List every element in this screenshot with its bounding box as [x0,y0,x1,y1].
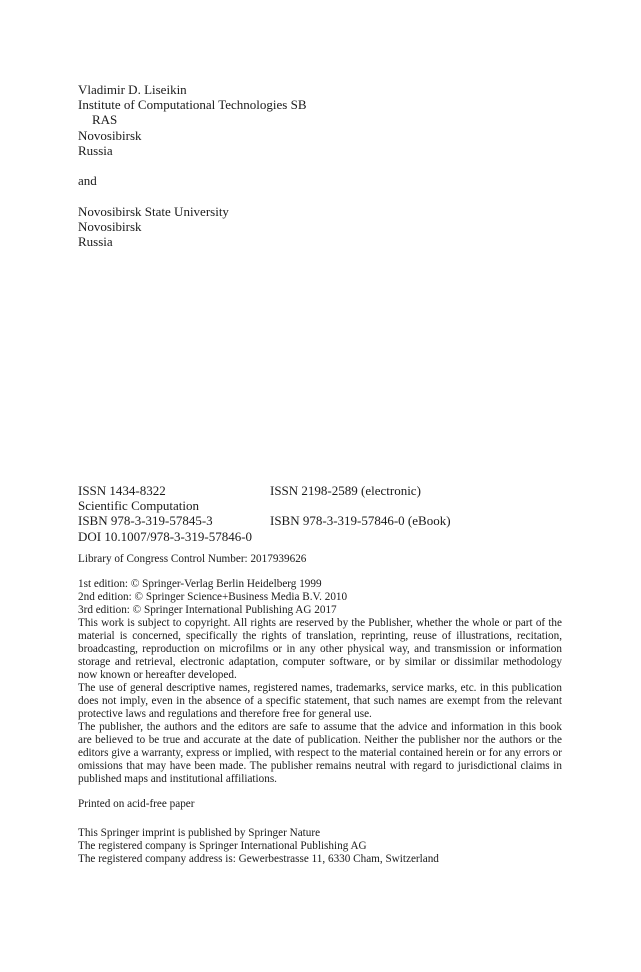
doi-row [78,529,252,544]
affiliation2-country: Russia [78,234,113,249]
spacer [78,188,307,203]
edition-third: 3rd edition: © Springer International Publishing AG 2017 [78,604,337,616]
imprint-line: This Springer imprint is published by Springer Nature [78,827,321,839]
affiliation1-city: Novosibirsk [78,127,142,143]
trademark-paragraph: The use of general descriptive names, registered names, trademarks, service marks, etc. in this publication does not imply, even in the absence of a specific statement, that such names are exempt from the relevant protective laws and regulations and therefore free for general use. [78,682,562,720]
isbn-row [78,513,451,529]
identifiers-block [78,483,451,544]
disclaimer-paragraph: The publisher, the authors and the editors are safe to assume that the advice and information in this book are believed to be true and accurate at the date of publication. Neither the publisher nor the authors or the editors give a warranty, express or implied, with respect to the material contained herein or for any errors or omissions that may have been made. The publisher remains neutral with regard to jurisdictional claims in published maps and institutional affiliations. [78,721,562,785]
series-row [78,498,252,513]
edition-second: 2nd edition: © Springer Science+Business Media B.V. 2010 [78,591,348,603]
edition-first: 1st edition: © Springer-Verlag Berlin Heidelberg 1999 [78,578,322,590]
issn-print: ISSN 1434-8322 [78,483,166,498]
author-name: Vladimir D. Liseikin [78,82,187,97]
acid-free-note: Printed on acid-free paper [78,798,195,810]
affiliation1-institute-line1: Institute of Computational Technologies SB [78,97,307,113]
editions-copyright-block [78,578,562,786]
issn-row [78,483,421,498]
affiliation1-institute-line2: RAS [92,112,118,128]
imprint-address: The registered company address is: Gewerbestrasse 11, 6330 Cham, Switzerland [78,853,439,865]
issn-electronic: ISSN 2198-2589 (electronic) [270,483,421,498]
copyright-paragraph: This work is subject to copyright. All rights are reserved by the Publisher, whether the whole or part of the material is concerned, specifically the rights of translation, reprinting, reuse of illustrations, recitation, broadcasting, reproduction on microfilms or in any other physical way, and transmission or information storage and retrieval, electronic adaptation, computer software, or by similar or dissimilar methodology now known or hereafter developed. [78,617,562,681]
isbn-print: ISBN 978-3-319-57845-3 [78,513,213,529]
affiliation-conjunction: and [78,173,97,189]
imprint-company: The registered company is Springer International Publishing AG [78,840,367,852]
affiliation2-city: Novosibirsk [78,218,142,234]
doi: DOI 10.1007/978-3-319-57846-0 [78,528,253,544]
isbn-ebook: ISBN 978-3-319-57846-0 (eBook) [270,513,451,529]
loc-number: Library of Congress Control Number: 2017939626 [78,553,307,565]
spacer [78,158,307,173]
series-name: Scientific Computation [78,498,199,514]
affiliation1-country: Russia [78,142,113,158]
author-affiliation-block [78,82,307,249]
imprint-block [78,827,439,866]
affiliation2-institute: Novosibirsk State University [78,203,229,219]
